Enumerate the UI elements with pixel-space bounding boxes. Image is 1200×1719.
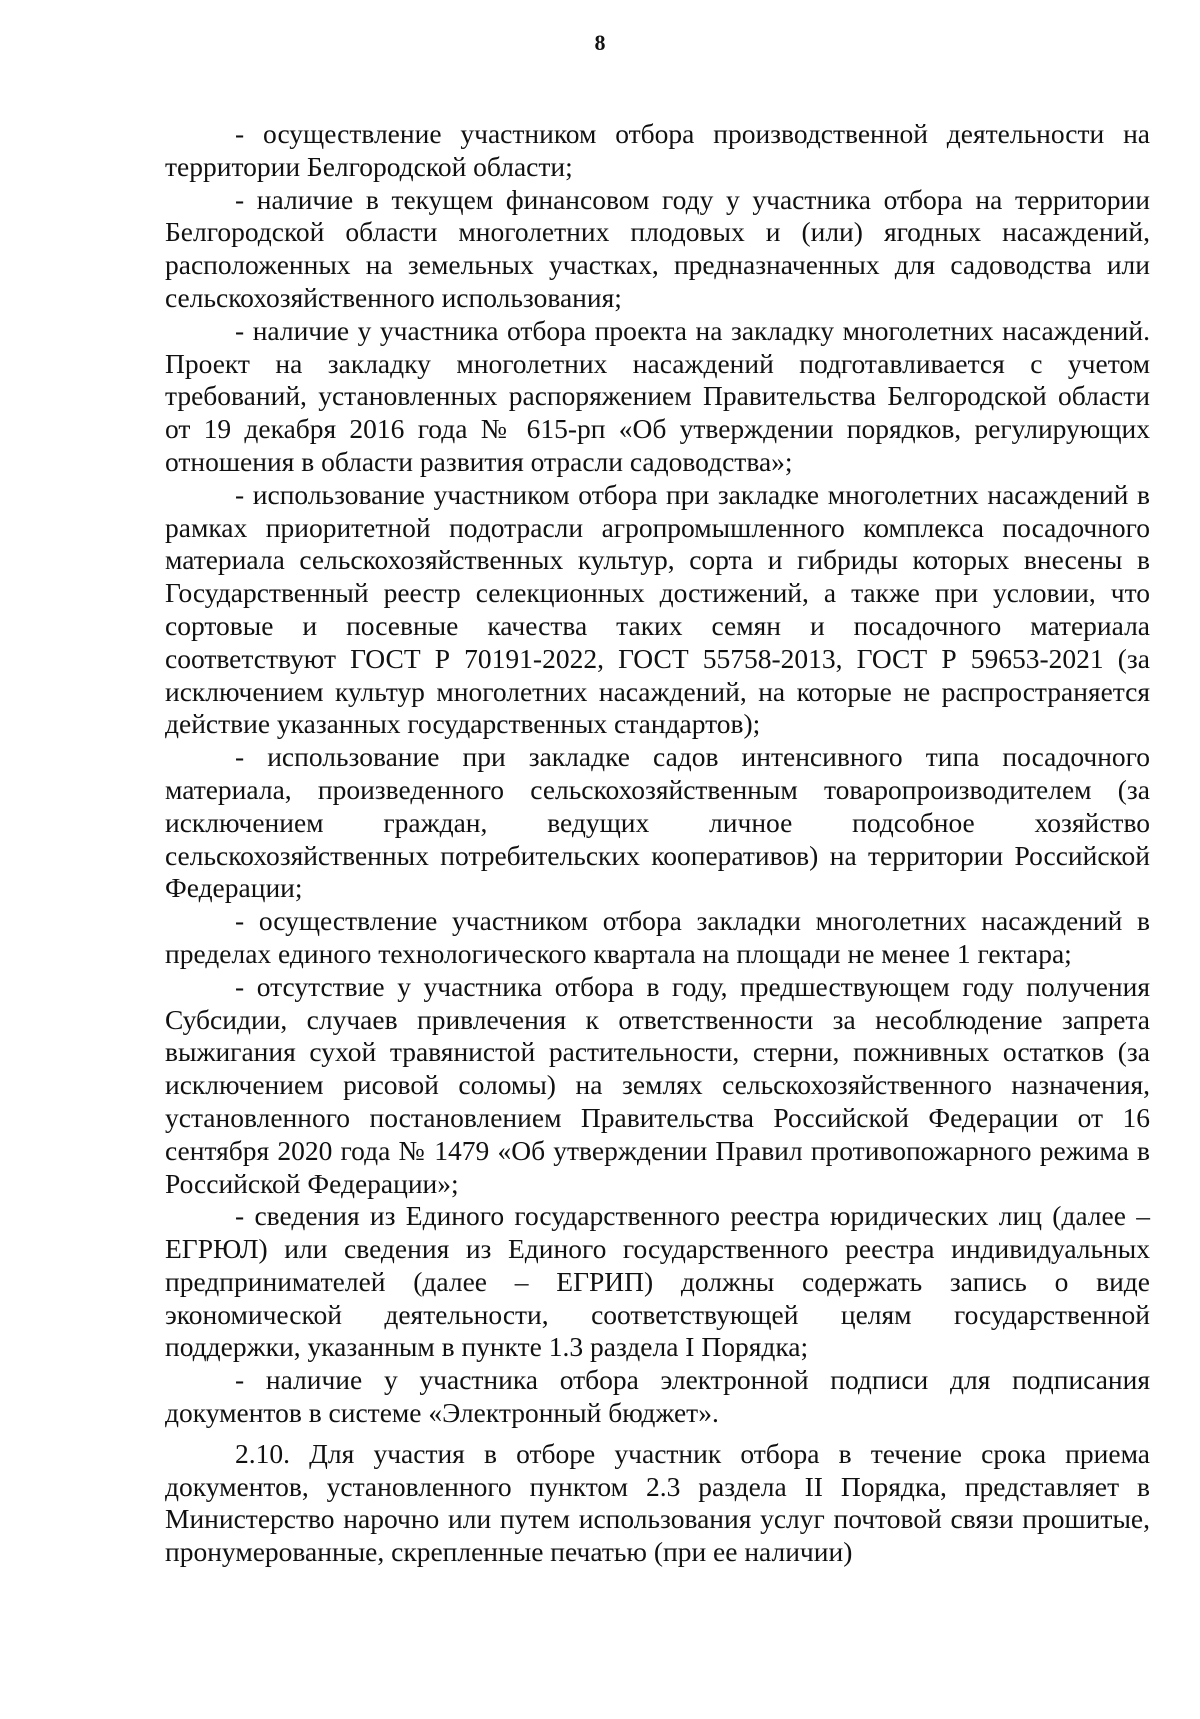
paragraph-egrul-egrip: - сведения из Единого государственного реестра юридических лиц (далее – ЕГРЮЛ) или сведения из Единого государственного реестра индивидуальных предпринимателей (далее – ЕГРИП) должны содержать запись о виде экономической деятельности, соответствующей целям государственной поддержки, указанным в пункте 1.3 раздела I Порядка; bbox=[165, 1200, 1150, 1363]
paragraph-technological-quarter: - осуществление участником отбора закладки многолетних насаждений в пределах единого технологического квартала на площади не менее 1 гектара; bbox=[165, 905, 1150, 969]
paragraph-section-2-10: 2.10. Для участия в отборе участник отбора в течение срока приема документов, установленного пунктом 2.3 раздела II Порядка, представляет в Министерство нарочно или путем использования услуг почтовой связи прошитые, пронумерованные, скрепленные печатью (при ее наличии) bbox=[165, 1437, 1150, 1568]
paragraph-planting-material: - использование участником отбора при закладке многолетних насаждений в рамках приоритетной подотрасли агропромышленного комплекса посадочного материала сельскохозяйственных культур, сорта и гибриды которых внесены в Государственный реестр селекционных достижений, а также при условии, что сортовые и посевные качества таких семян и посадочного материала соответствуют ГОСТ Р 70191-2022, ГОСТ 55758-2013, ГОСТ Р 59653-2021 (за исключением культур многолетних насаждений, на которые не распространяется действие указанных государственных стандартов); bbox=[165, 478, 1150, 740]
page-number: 8 bbox=[594, 30, 606, 55]
paragraph-production-activity: - осуществление участником отбора производственной деятельности на территории Белгородской области; bbox=[165, 118, 1150, 182]
paragraph-intensive-gardens: - использование при закладке садов интенсивного типа посадочного материала, произведенного сельскохозяйственным товаропроизводителем (за исключением граждан, ведущих личное подсобное хозяйство сельскохозяйственных потребительских кооперативов) на территории Российской Федерации; bbox=[165, 741, 1150, 904]
paragraph-planting-project: - наличие у участника отбора проекта на закладку многолетних насаждений. Проект на закладку многолетних насаждений подготавливается с учетом требований, установленных распоряжением Правительства Белгородской области от 19 декабря 2016 года № 615-рп «Об утверждении порядков, регулирующих отношения в области развития отрасли садоводства»; bbox=[165, 314, 1150, 477]
document-body bbox=[165, 118, 1150, 1569]
paragraph-electronic-signature: - наличие у участника отбора электронной подписи для подписания документов в системе «Электронный бюджет». bbox=[165, 1364, 1150, 1429]
paragraph-perennial-plantings: - наличие в текущем финансовом году у участника отбора на территории Белгородской области многолетних плодовых и (или) ягодных насаждений, расположенных на земельных участках, предназначенных для садоводства или сельскохозяйственного использования; bbox=[165, 183, 1150, 313]
paragraph-fire-safety: - отсутствие у участника отбора в году, предшествующем году получения Субсидии, случаев привлечения к ответственности за несоблюдение запрета выжигания сухой травянистой растительности, стерни, пожнивных остатков (за исключением рисовой соломы) на землях сельскохозяйственного назначения, установленного постановлением Правительства Российской Федерации от 16 сентября 2020 года № 1479 «Об утверждении Правил противопожарного режима в Российской Федерации»; bbox=[165, 970, 1150, 1199]
